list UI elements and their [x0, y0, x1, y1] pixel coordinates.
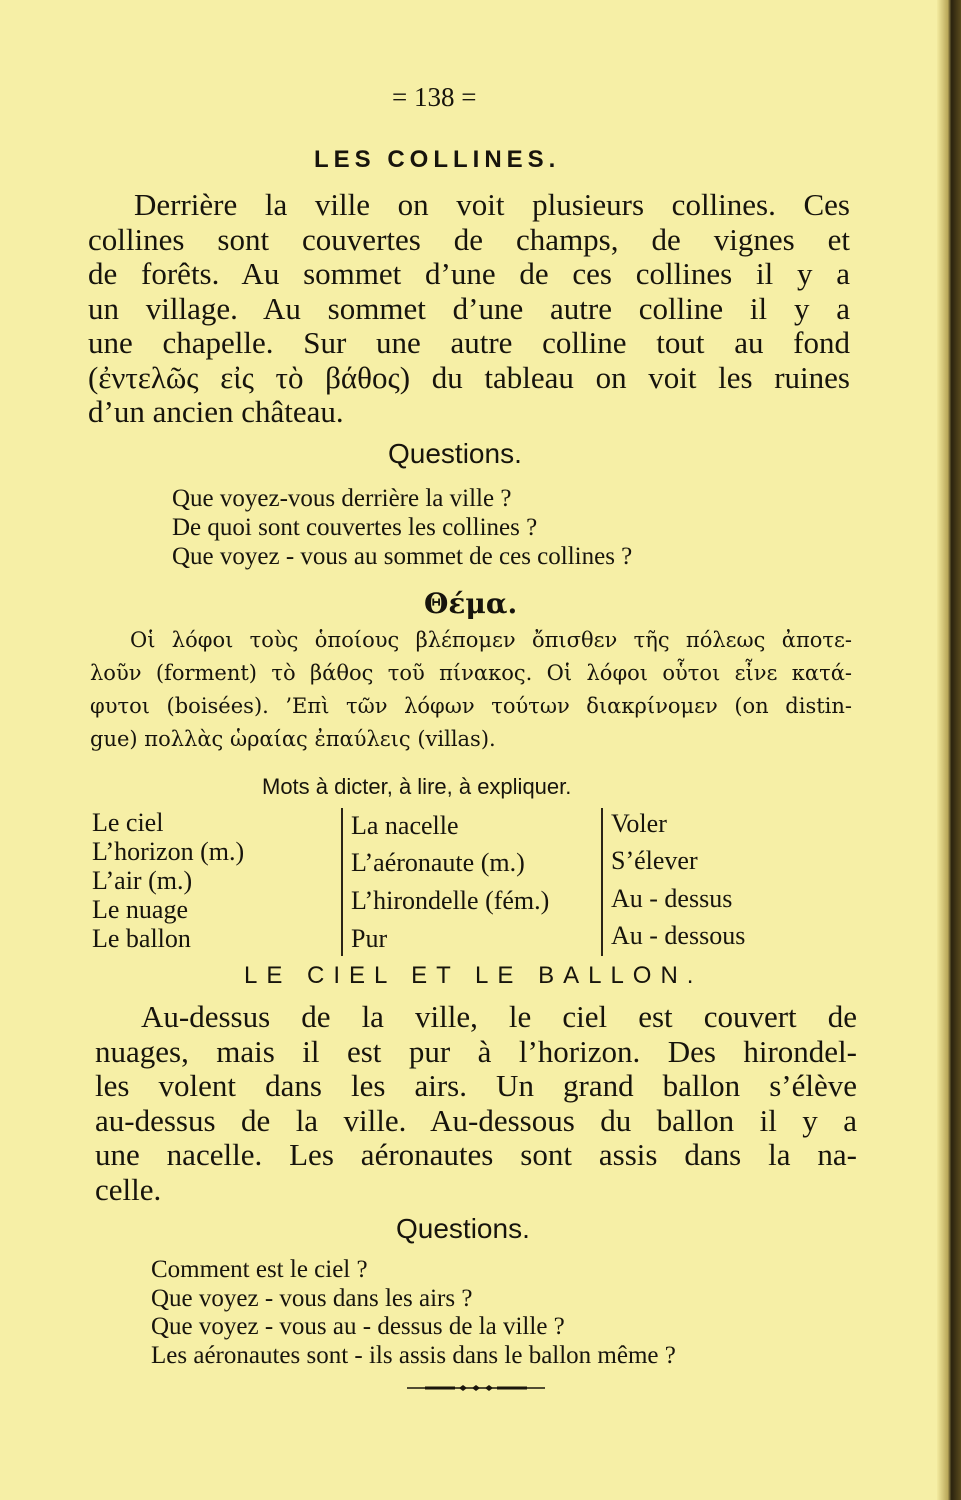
vocab-word: Le ciel — [92, 808, 164, 837]
vocabulary-title: Mots à dicter, à lire, à expliquer. — [262, 774, 572, 799]
section-title-collines: LES COLLINES. — [314, 146, 561, 173]
question-item: Les aéronautes sont - ils assis dans le ballon même ? — [151, 1341, 676, 1369]
question-item: De quoi sont couvertes les collines ? — [172, 514, 538, 541]
paragraph-line: une chapelle. Sur une autre colline tout au fond — [88, 325, 850, 360]
thema-line: λοῦν (forment) τὸ βάθος τοῦ πίνακος. Οἱ λόφοι οὗτοι εἶνε κατά- — [90, 661, 852, 685]
vocab-word: L’hirondelle (fém.) — [351, 886, 550, 915]
paragraph-line: d’un ancien château. — [88, 394, 344, 429]
page-number: = 138 = — [392, 82, 477, 112]
vocab-word: L’aéronaute (m.) — [351, 848, 525, 877]
paragraph-line: Au-dessus de la ville, le ciel est couvert de — [141, 999, 857, 1034]
page-edge-shadow — [937, 0, 961, 1500]
questions-heading-2: Questions. — [396, 1213, 530, 1244]
question-item: Que voyez - vous au - dessus de la ville ? — [151, 1313, 565, 1340]
paragraph-line: au-dessus de la ville. Au-dessous du ballon il y a — [95, 1102, 857, 1138]
vocab-word: La nacelle — [351, 811, 459, 840]
paragraph-line: collines sont couvertes de champs, de vignes et — [88, 221, 850, 257]
paragraph-line: celle. — [95, 1171, 162, 1207]
vocab-word: Pur — [351, 924, 388, 953]
vocab-word: S’élever — [611, 846, 698, 875]
vocab-word: Voler — [611, 809, 667, 838]
vocab-word: Le ballon — [92, 924, 191, 953]
section-title-ciel: LE CIEL ET LE BALLON. — [244, 962, 703, 989]
vocab-word: L’air (m.) — [92, 866, 193, 895]
vocab-word: Au - dessous — [611, 921, 746, 950]
paragraph-line: Derrière la ville on voit plusieurs collines. Ces — [134, 187, 850, 222]
paragraph-line: une nacelle. Les aéronautes sont assis dans la na- — [95, 1137, 857, 1172]
paragraph-line: un village. Au sommet d’une autre colline il y a — [88, 290, 850, 326]
question-item: Comment est le ciel ? — [151, 1256, 368, 1283]
thema-heading: Θέμα. — [424, 587, 518, 620]
paragraph-line: de forêts. Au sommet d’une de ces collines il y a — [88, 256, 850, 291]
thema-line: φυτοι (boisées). ’Επὶ τῶν λόφων τούτων διακρίνομεν (on distin- — [90, 694, 852, 718]
paragraph-line: (ἐντελῶς εἰς τὸ βάθος) du tableau on voit les ruines — [88, 359, 850, 395]
thema-line: gue) πολλὰς ὡραίας ἐπαύλεις (villas). — [90, 727, 496, 751]
question-item: Que voyez - vous dans les airs ? — [151, 1284, 473, 1312]
paragraph-line: les volent dans les airs. Un grand ballon s’élève — [95, 1068, 857, 1103]
end-ornament-icon — [407, 1384, 545, 1392]
column-divider — [601, 808, 603, 956]
vocab-word: Le nuage — [92, 895, 189, 924]
vocab-word: Au - dessus — [611, 884, 733, 913]
paragraph-ciel — [95, 1000, 857, 1207]
question-item: Que voyez - vous au sommet de ces collines ? — [172, 543, 633, 570]
paragraph-line: nuages, mais il est pur à l’horizon. Des hirondel- — [95, 1033, 857, 1069]
question-item: Que voyez-vous derrière la ville ? — [172, 485, 512, 512]
vocab-word: L’horizon (m.) — [92, 837, 245, 866]
questions-heading-1: Questions. — [388, 438, 522, 469]
questions-list-2 — [151, 1256, 676, 1370]
thema-line: Οἱ λόφοι τοὺς ὁποίους βλέπομεν ὄπισθεν τῆς πόλεως ἀποτε- — [130, 628, 852, 652]
column-divider — [341, 808, 343, 956]
